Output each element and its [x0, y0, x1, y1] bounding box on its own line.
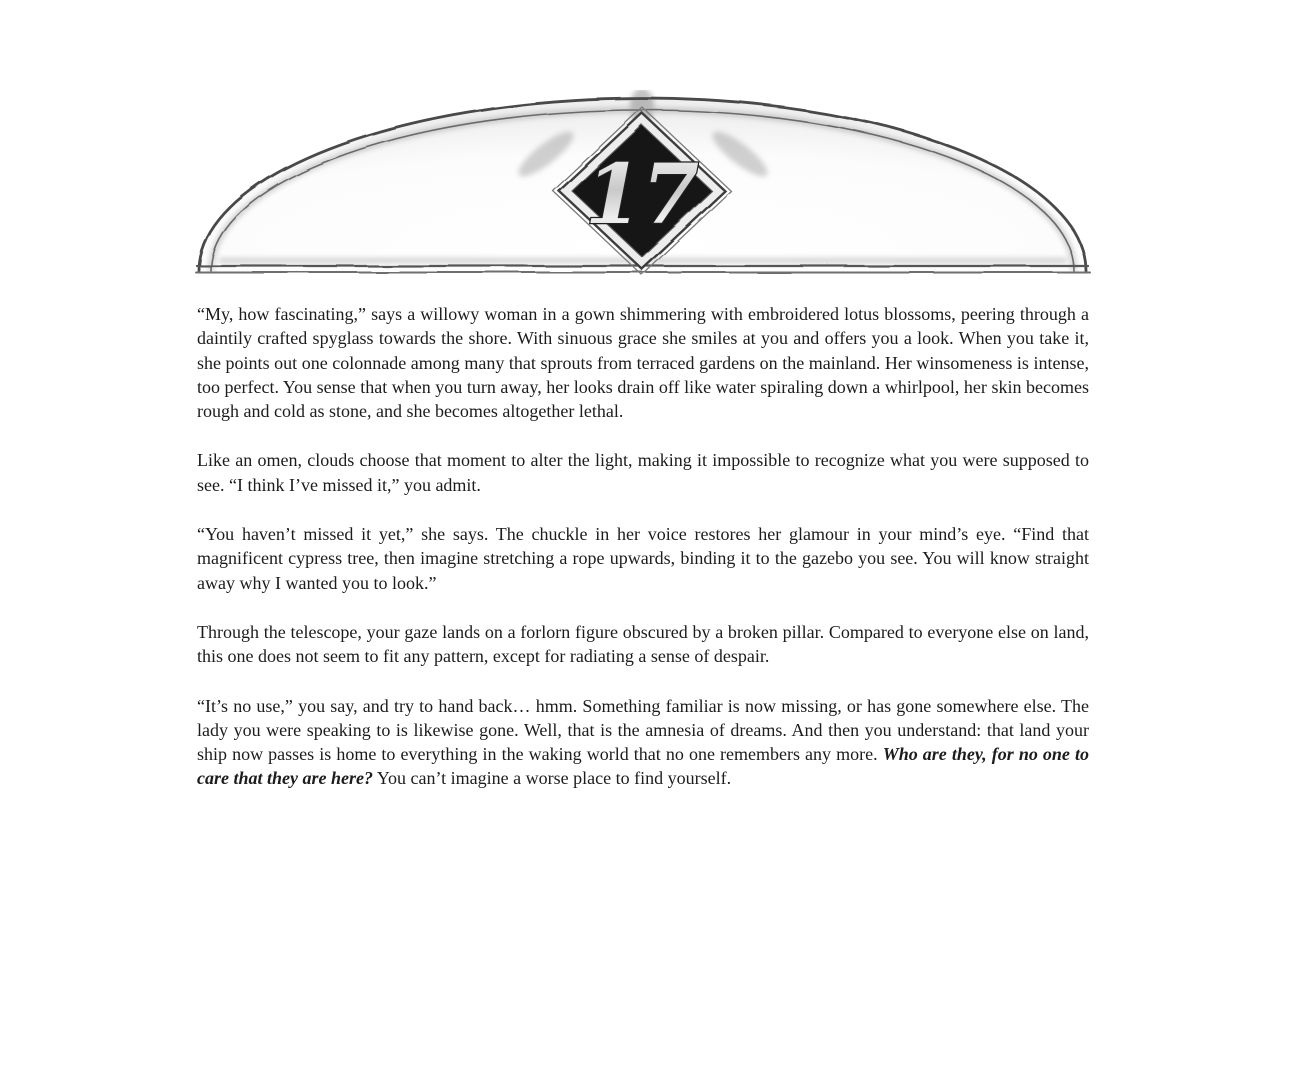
section-text [197, 302, 1089, 791]
section-number-text: 17 [584, 147, 700, 243]
paragraph: Through the telescope, your gaze lands on a forlorn figure obscured by a broken pillar. Compared to everyone else on land, this one does not seem to fit any pattern, except for radiating a sense of despair. [197, 621, 1089, 667]
section-header-illustration [194, 90, 1092, 280]
paragraph-segment: “It’s no use,” you say, and try to hand back… hmm. Something familiar is now missing, or has gone somewhere else. The lady you were speaking to is likewise gone. Well, that is the amnesia of dreams. And then you understand: that land your ship now passes is home to everything in the waking world that no one remembers any more. [197, 695, 1089, 765]
paragraph [197, 694, 1089, 791]
paragraph: “My, how fascinating,” says a willowy woman in a gown shimmering with embroidered lotus blossoms, peering through a daintily crafted spyglass towards the shore. With sinuous grace she smiles at you and offers you a look. When you take it, she points out one colonnade among many that sprouts from terraced gardens on the mainland. Her winsomeness is intense, too perfect. You sense that when you turn away, her looks drain off like water spiraling down a whirlpool, her skin becomes rough and cold as stone, and she becomes altogether lethal. [197, 304, 1089, 422]
paragraph: Like an omen, clouds choose that moment to alter the light, making it impossible to recognize what you were supposed to see. “I think I’ve missed it,” you admit. [197, 450, 1089, 495]
paragraph: “You haven’t missed it yet,” she says. The chuckle in her voice restores her glamour in your mind’s eye. “Find that magnificent cypress tree, then imagine stretching a rope upwards, binding it to the gazebo you see. You will know straight away why I wanted you to look.” [197, 524, 1089, 593]
emphasized-question: Who are they, for no one to care that they are here? [197, 744, 1089, 789]
paragraph-segment: You can’t imagine a worse place to find yourself. [372, 768, 732, 789]
arched-pediment-drawing [194, 90, 1092, 280]
